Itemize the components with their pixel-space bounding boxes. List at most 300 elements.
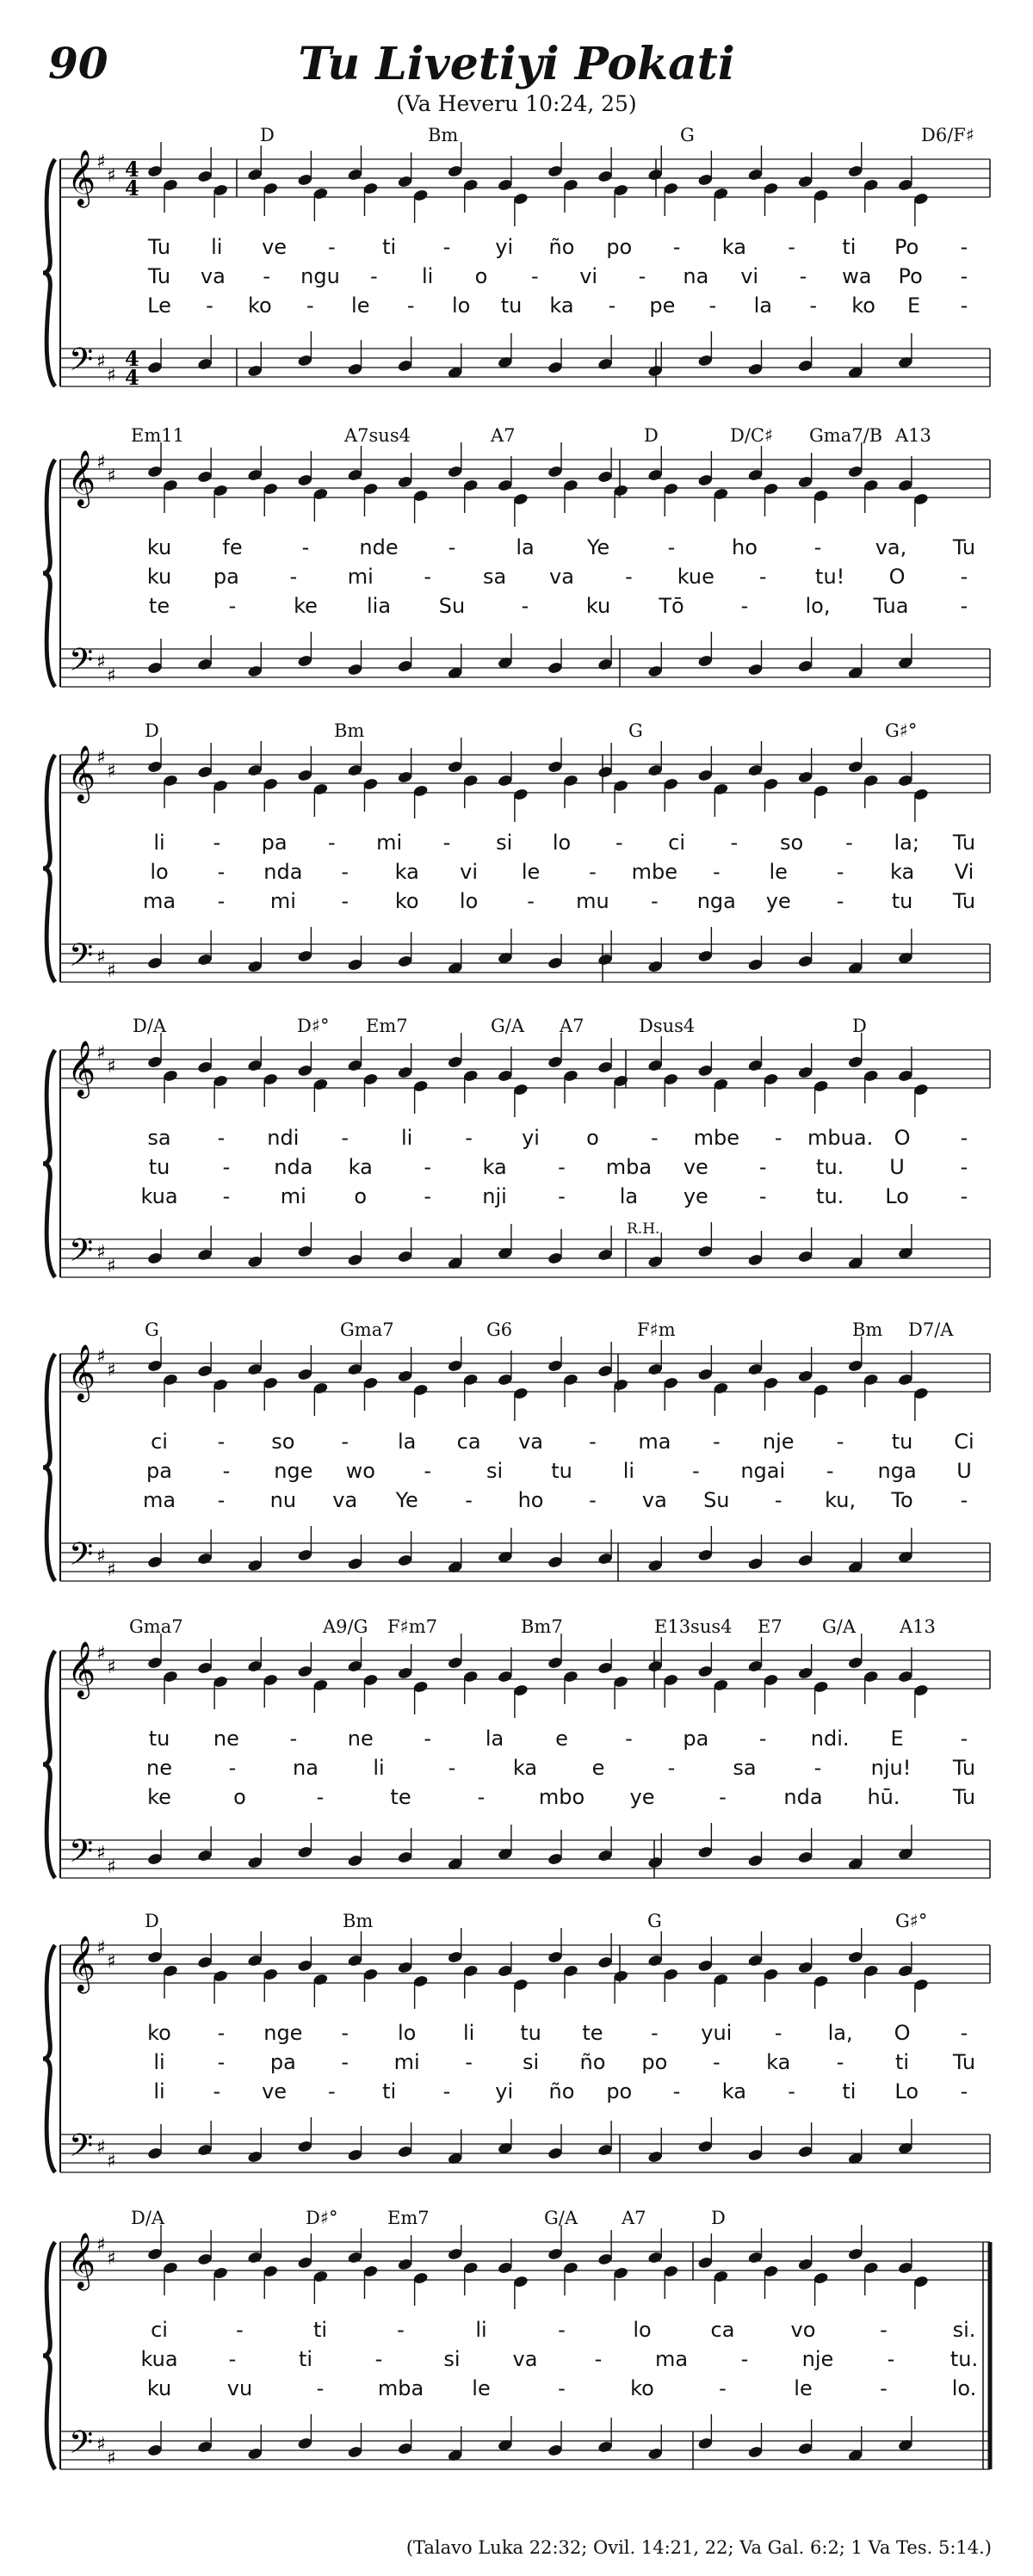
- lyric-syllable: nju!: [870, 1756, 912, 1780]
- lyric-syllable: tu.: [949, 2347, 979, 2371]
- lyric-syllable: ke: [294, 594, 318, 618]
- right-hand-mark: R.H.: [627, 1220, 660, 1238]
- chord-symbol: F♯m: [637, 1319, 676, 1340]
- lyric-syllable: O: [888, 565, 906, 589]
- key-sharp-icon: ♯: [96, 1643, 106, 1665]
- lyric-syllable: ti: [842, 235, 857, 259]
- bass-clef-icon: 𝄢: [69, 1232, 94, 1276]
- lyric-syllable: -: [960, 2021, 968, 2045]
- lyric-syllable: -: [594, 2347, 603, 2371]
- hymn-references: (Talavo Luka 22:32; Ovil. 14:21, 22; Va Gal. 6:2; 1 Va Tes. 5:14.): [405, 2537, 992, 2558]
- lyric-syllable: -: [465, 1488, 473, 1512]
- lyric-syllable: -: [719, 1785, 727, 1809]
- lyric-syllable: si: [443, 2347, 461, 2371]
- lyric-line-verse-1: [0, 235, 1033, 259]
- lyric-syllable: ka: [482, 1155, 507, 1179]
- lyric-syllable: -: [222, 1155, 231, 1179]
- lyric-syllable: -: [465, 2050, 473, 2074]
- lyric-syllable: ti: [312, 2318, 328, 2342]
- lyric-syllable: tu!: [815, 565, 845, 589]
- lyric-syllable: -: [448, 1756, 456, 1780]
- lyric-syllable: -: [558, 1184, 566, 1208]
- lyric-syllable: nje: [801, 2347, 834, 2371]
- lyric-syllable: -: [960, 235, 968, 259]
- lyric-syllable: tu: [520, 2021, 541, 2045]
- chord-symbol: D: [644, 425, 659, 446]
- treble-clef-icon: 𝄞: [67, 1344, 96, 1400]
- lyric-syllable: ngai: [740, 1459, 786, 1483]
- lyric-syllable: -: [615, 831, 623, 855]
- lyric-syllable: -: [228, 2347, 237, 2371]
- lyric-syllable: -: [691, 1459, 700, 1483]
- chord-symbol: D7/A: [908, 1319, 954, 1340]
- lyric-syllable: kua: [140, 1184, 178, 1208]
- lyric-syllable: pa: [213, 565, 239, 589]
- key-sharp-icon: ♯: [96, 1937, 106, 1959]
- lyric-syllable: Ye: [395, 1488, 418, 1512]
- music-system: [0, 425, 1033, 722]
- lyric-syllable: vo: [790, 2318, 816, 2342]
- key-sharp-icon: ♯: [107, 2248, 116, 2270]
- lyric-syllable: -: [880, 2318, 888, 2342]
- lyric-syllable: ku: [585, 594, 611, 618]
- lyric-syllable: ño: [548, 235, 575, 259]
- lyric-syllable: nda: [783, 1785, 823, 1809]
- lyric-syllable: nge: [274, 1459, 313, 1483]
- lyric-syllable: -: [217, 860, 226, 884]
- chord-symbol: Gma7/B: [809, 425, 883, 446]
- lyric-syllable: ka: [549, 293, 574, 318]
- lyric-syllable: -: [217, 1488, 226, 1512]
- music-system: [0, 720, 1033, 1017]
- key-sharp-icon: ♯: [107, 2151, 116, 2172]
- chord-symbol: D6/F♯: [921, 125, 975, 145]
- lyric-syllable: -: [799, 264, 807, 288]
- lyric-syllable: va: [549, 565, 574, 589]
- lyric-syllable: e: [591, 1756, 605, 1780]
- lyric-syllable: va,: [875, 535, 907, 559]
- music-system: [0, 1911, 1033, 2208]
- lyric-syllable: tu: [148, 1727, 170, 1751]
- chord-symbol: Em7: [366, 1016, 408, 1036]
- lyric-syllable: Tu: [952, 889, 976, 913]
- lyric-syllable: -: [448, 535, 456, 559]
- lyric-syllable: -: [316, 2376, 325, 2400]
- key-sharp-icon: ♯: [107, 761, 116, 782]
- lyric-syllable: -: [960, 1126, 968, 1150]
- key-sharp-icon: ♯: [96, 151, 106, 173]
- lyric-syllable: -: [774, 1126, 782, 1150]
- lyric-syllable: -: [397, 2318, 405, 2342]
- lyric-syllable: nda: [263, 860, 303, 884]
- key-sharp-icon: ♯: [107, 961, 116, 982]
- lyric-line-verse-3: [0, 293, 1033, 318]
- lyric-syllable: -: [424, 565, 431, 589]
- chord-symbol: D♯°: [297, 1016, 330, 1036]
- time-signature: 4: [125, 365, 139, 390]
- key-sharp-icon: ♯: [96, 452, 106, 473]
- bass-clef-icon: 𝄢: [69, 1536, 94, 1580]
- lyric-line-verse-3: [0, 2376, 1033, 2400]
- chord-symbol: A7: [622, 2208, 646, 2228]
- lyric-syllable: li: [475, 2318, 487, 2342]
- bass-clef-icon: 𝄢: [69, 2425, 94, 2468]
- lyric-syllable: mbe: [631, 860, 678, 884]
- lyric-syllable: la: [398, 1430, 417, 1454]
- key-sharp-icon: ♯: [107, 1256, 116, 1277]
- lyric-syllable: -: [960, 264, 968, 288]
- chord-symbol: G: [647, 1911, 662, 1931]
- lyric-syllable: Tu: [952, 535, 976, 559]
- lyric-syllable: ho: [732, 535, 758, 559]
- lyric-syllable: tu: [551, 1459, 572, 1483]
- lyric-syllable: o: [354, 1184, 368, 1208]
- lyric-syllable: la: [516, 535, 535, 559]
- lyric-syllable: nge: [263, 2021, 303, 2045]
- chord-symbol: D♯°: [306, 2208, 338, 2228]
- lyric-syllable: le: [351, 293, 370, 318]
- lyric-syllable: -: [289, 1727, 298, 1751]
- lyric-syllable: lo: [552, 831, 572, 855]
- lyric-syllable: -: [774, 2021, 782, 2045]
- lyric-syllable: U: [956, 1459, 972, 1483]
- lyric-syllable: Su: [438, 594, 466, 618]
- key-sharp-icon: ♯: [96, 2434, 106, 2456]
- lyric-syllable: Le: [147, 293, 171, 318]
- lyric-syllable: -: [836, 889, 844, 913]
- lyric-syllable: mbo: [538, 1785, 585, 1809]
- lyric-syllable: -: [625, 565, 633, 589]
- lyric-syllable: vi: [579, 264, 598, 288]
- lyric-syllable: tu: [891, 1430, 913, 1454]
- lyric-syllable: -: [960, 1184, 968, 1208]
- lyric-syllable: -: [424, 1184, 431, 1208]
- lyric-syllable: pa: [261, 831, 288, 855]
- lyric-syllable: -: [477, 1785, 486, 1809]
- chord-symbol: A9/G: [323, 1616, 368, 1637]
- lyric-syllable: Po: [898, 264, 923, 288]
- lyric-syllable: -: [424, 1727, 431, 1751]
- lyric-syllable: -: [708, 293, 717, 318]
- lyric-syllable: va: [200, 264, 226, 288]
- lyric-syllable: mbua.: [807, 1126, 874, 1150]
- lyric-syllable: -: [667, 1756, 676, 1780]
- lyric-syllable: -: [236, 2318, 244, 2342]
- lyric-syllable: -: [424, 1155, 431, 1179]
- lyric-syllable: wo: [345, 1459, 375, 1483]
- lyric-syllable: -: [719, 2376, 727, 2400]
- lyric-syllable: ti: [298, 2347, 313, 2371]
- lyric-line-verse-3: [0, 889, 1033, 913]
- chord-symbol: D: [711, 2208, 726, 2228]
- chord-symbol: G♯°: [885, 720, 918, 741]
- lyric-syllable: lo,: [805, 594, 831, 618]
- lyric-syllable: ngu: [300, 264, 340, 288]
- key-sharp-icon: ♯: [107, 1360, 116, 1381]
- bass-clef-icon: 𝄢: [69, 342, 94, 386]
- lyric-line-verse-3: [0, 2079, 1033, 2103]
- key-sharp-icon: ♯: [96, 747, 106, 769]
- lyric-syllable: To: [891, 1488, 913, 1512]
- key-sharp-icon: ♯: [96, 351, 106, 373]
- lyric-syllable: ye: [683, 1184, 708, 1208]
- lyric-syllable: -: [530, 264, 539, 288]
- lyric-syllable: mu: [576, 889, 609, 913]
- lyric-syllable: -: [960, 1488, 968, 1512]
- lyric-syllable: -: [788, 2079, 795, 2103]
- lyric-syllable: -: [589, 1488, 597, 1512]
- treble-clef-icon: 𝄞: [67, 450, 96, 506]
- lyric-syllable: -: [608, 293, 616, 318]
- lyric-syllable: -: [712, 1430, 721, 1454]
- lyric-syllable: nde: [359, 535, 399, 559]
- lyric-syllable: -: [521, 594, 529, 618]
- chord-symbol: A13: [900, 1616, 936, 1637]
- lyric-syllable: -: [217, 2050, 226, 2074]
- key-sharp-icon: ♯: [96, 947, 106, 968]
- lyric-syllable: fe: [222, 535, 243, 559]
- lyric-syllable: ti: [842, 2079, 857, 2103]
- time-signature: 4: [125, 346, 139, 371]
- lyric-syllable: -: [730, 831, 739, 855]
- lyric-syllable: la: [619, 1184, 639, 1208]
- lyric-line-verse-1: [0, 1430, 1033, 1454]
- lyric-syllable: ko: [630, 2376, 654, 2400]
- lyric-syllable: nje: [762, 1430, 795, 1454]
- lyric-line-verse-2: [0, 2050, 1033, 2074]
- lyric-syllable: li: [153, 2050, 165, 2074]
- lyric-syllable: o: [586, 1126, 599, 1150]
- lyric-syllable: Tua: [873, 594, 909, 618]
- lyric-line-verse-3: [0, 1488, 1033, 1512]
- lyric-syllable: -: [625, 1727, 633, 1751]
- chord-symbol: D: [852, 1016, 867, 1036]
- lyric-syllable: -: [217, 1126, 226, 1150]
- lyric-syllable: ku: [146, 565, 172, 589]
- lyric-syllable: -: [712, 2050, 721, 2074]
- key-sharp-icon: ♯: [107, 2448, 116, 2469]
- key-sharp-icon: ♯: [96, 1042, 106, 1064]
- lyric-syllable: Ye: [586, 535, 610, 559]
- lyric-syllable: -: [672, 235, 681, 259]
- chord-symbol: Bm7: [521, 1616, 563, 1637]
- lyric-syllable: ku: [146, 535, 172, 559]
- lyric-syllable: tu.: [816, 1184, 844, 1208]
- chord-symbol: Gma7: [340, 1319, 394, 1340]
- lyric-syllable: ne: [146, 1756, 172, 1780]
- lyric-syllable: lo: [150, 860, 169, 884]
- lyric-syllable: -: [206, 293, 213, 318]
- lyric-syllable: ci: [151, 1430, 168, 1454]
- bass-clef-icon: 𝄢: [69, 642, 94, 686]
- lyric-syllable: ka: [348, 1155, 373, 1179]
- lyric-syllable: ye: [765, 889, 791, 913]
- lyric-syllable: -: [306, 293, 314, 318]
- lyric-syllable: la,: [827, 2021, 853, 2045]
- lyric-syllable: la;: [894, 831, 919, 855]
- lyric-syllable: -: [672, 2079, 681, 2103]
- lyric-syllable: lia: [366, 594, 392, 618]
- lyric-syllable: -: [263, 264, 270, 288]
- lyric-syllable: Tō: [659, 594, 684, 618]
- lyric-syllable: -: [836, 1430, 844, 1454]
- lyric-syllable: -: [813, 1756, 822, 1780]
- lyric-syllable: po: [606, 235, 633, 259]
- lyric-syllable: lo: [459, 889, 479, 913]
- lyric-line-verse-2: [0, 1459, 1033, 1483]
- lyric-syllable: ka: [766, 2050, 791, 2074]
- lyric-syllable: Tu: [952, 1756, 976, 1780]
- lyric-syllable: ko: [248, 293, 272, 318]
- lyric-syllable: si: [496, 831, 513, 855]
- chord-symbol: A7: [491, 425, 516, 446]
- key-sharp-icon: ♯: [96, 1242, 106, 1263]
- lyric-syllable: -: [341, 1126, 349, 1150]
- lyric-syllable: ma: [654, 2347, 689, 2371]
- lyric-syllable: -: [341, 2050, 349, 2074]
- lyric-syllable: tu: [891, 889, 913, 913]
- lyric-syllable: -: [836, 860, 844, 884]
- lyric-syllable: pe: [649, 293, 676, 318]
- lyric-syllable: -: [809, 293, 818, 318]
- lyric-syllable: -: [880, 2376, 888, 2400]
- music-system: [0, 1616, 1033, 1913]
- lyric-syllable: la: [753, 293, 772, 318]
- time-signature: 4: [125, 176, 139, 201]
- lyric-syllable: O: [894, 1126, 911, 1150]
- lyric-syllable: le: [472, 2376, 491, 2400]
- lyric-syllable: Tu: [952, 831, 976, 855]
- lyric-syllable: -: [960, 565, 968, 589]
- lyric-syllable: -: [558, 1155, 566, 1179]
- lyric-syllable: ño: [548, 2079, 575, 2103]
- lyric-syllable: ko: [394, 889, 419, 913]
- lyric-syllable: -: [740, 2347, 749, 2371]
- lyric-line-verse-1: [0, 1727, 1033, 1751]
- lyric-syllable: yi: [495, 2079, 514, 2103]
- lyric-syllable: Lo: [885, 1184, 909, 1208]
- lyric-syllable: ci: [668, 831, 685, 855]
- lyric-syllable: si: [522, 2050, 540, 2074]
- music-system: [0, 1319, 1033, 1616]
- lyric-syllable: -: [758, 1727, 767, 1751]
- lyric-syllable: -: [222, 1459, 231, 1483]
- lyric-syllable: -: [341, 1430, 349, 1454]
- lyric-syllable: ma: [142, 1488, 176, 1512]
- lyric-syllable: ve: [683, 1155, 708, 1179]
- lyric-line-verse-3: [0, 594, 1033, 618]
- lyric-syllable: nu: [269, 1488, 297, 1512]
- chord-symbol: G/A: [822, 1616, 857, 1637]
- lyric-syllable: mi: [376, 831, 403, 855]
- lyric-syllable: ti: [895, 2050, 910, 2074]
- lyric-syllable: ye: [629, 1785, 655, 1809]
- lyric-syllable: ti: [382, 2079, 397, 2103]
- chord-symbol: Bm: [334, 720, 365, 741]
- lyric-syllable: -: [651, 1126, 659, 1150]
- lyric-syllable: sa: [482, 565, 507, 589]
- treble-clef-icon: 𝄞: [67, 745, 96, 801]
- lyric-line-verse-1: [0, 2318, 1033, 2342]
- lyric-syllable: li: [462, 2021, 475, 2045]
- lyric-syllable: kua: [140, 2347, 178, 2371]
- lyric-syllable: Lo: [894, 2079, 919, 2103]
- music-system: [0, 2208, 1033, 2505]
- treble-clef-icon: 𝄞: [67, 1936, 96, 1992]
- lyric-syllable: wa: [842, 264, 872, 288]
- lyric-syllable: -: [589, 1430, 597, 1454]
- key-sharp-icon: ♯: [107, 365, 116, 386]
- key-sharp-icon: ♯: [107, 1560, 116, 1581]
- lyric-syllable: E: [890, 1727, 904, 1751]
- lyric-syllable: -: [960, 1727, 968, 1751]
- lyric-syllable: lo.: [951, 2376, 977, 2400]
- time-signature: 4: [125, 157, 139, 182]
- lyric-syllable: ndi.: [810, 1727, 850, 1751]
- key-sharp-icon: ♯: [107, 1657, 116, 1678]
- music-system: [0, 125, 1033, 422]
- lyric-syllable: -: [316, 1785, 325, 1809]
- lyric-syllable: -: [228, 1756, 237, 1780]
- lyric-syllable: -: [328, 2079, 336, 2103]
- lyric-syllable: nji: [482, 1184, 507, 1208]
- lyric-syllable: -: [960, 2079, 968, 2103]
- chord-symbol: A7: [560, 1016, 585, 1036]
- lyric-syllable: le: [521, 860, 541, 884]
- lyric-syllable: -: [301, 535, 310, 559]
- lyric-syllable: -: [712, 860, 721, 884]
- lyric-syllable: -: [845, 831, 853, 855]
- lyric-syllable: -: [213, 831, 221, 855]
- chord-symbol: A13: [895, 425, 931, 446]
- lyric-syllable: ca: [456, 1430, 481, 1454]
- lyric-syllable: nga: [877, 1459, 917, 1483]
- lyric-syllable: ve: [262, 235, 288, 259]
- bass-clef-icon: 𝄢: [69, 937, 94, 981]
- lyric-line-verse-1: [0, 535, 1033, 559]
- lyric-syllable: la: [485, 1727, 504, 1751]
- lyric-syllable: ne: [347, 1727, 374, 1751]
- lyric-syllable: ku,: [825, 1488, 857, 1512]
- chord-symbol: Gma7: [129, 1616, 183, 1637]
- treble-clef-icon: 𝄞: [67, 1641, 96, 1697]
- chord-symbol: G6: [486, 1319, 513, 1340]
- lyric-syllable: mi: [347, 565, 374, 589]
- lyric-syllable: -: [442, 831, 451, 855]
- lyric-syllable: yi: [495, 235, 514, 259]
- chord-symbol: Em7: [387, 2208, 430, 2228]
- lyric-syllable: e: [555, 1727, 568, 1751]
- lyric-syllable: -: [222, 1184, 231, 1208]
- lyric-syllable: nda: [274, 1155, 313, 1179]
- lyric-syllable: ka: [512, 1756, 538, 1780]
- lyric-syllable: -: [374, 2347, 383, 2371]
- lyric-syllable: -: [406, 293, 415, 318]
- lyric-syllable: -: [589, 860, 597, 884]
- lyric-syllable: po: [606, 2079, 633, 2103]
- lyric-syllable: -: [369, 264, 378, 288]
- lyric-syllable: va: [332, 1488, 358, 1512]
- key-sharp-icon: ♯: [96, 2137, 106, 2159]
- lyric-syllable: ti: [382, 235, 397, 259]
- lyric-syllable: po: [641, 2050, 668, 2074]
- lyric-syllable: pa: [146, 1459, 172, 1483]
- lyric-syllable: -: [217, 2021, 226, 2045]
- lyric-syllable: -: [960, 594, 968, 618]
- lyric-syllable: -: [638, 264, 646, 288]
- lyric-syllable: ke: [147, 1785, 171, 1809]
- lyric-syllable: pa: [269, 2050, 296, 2074]
